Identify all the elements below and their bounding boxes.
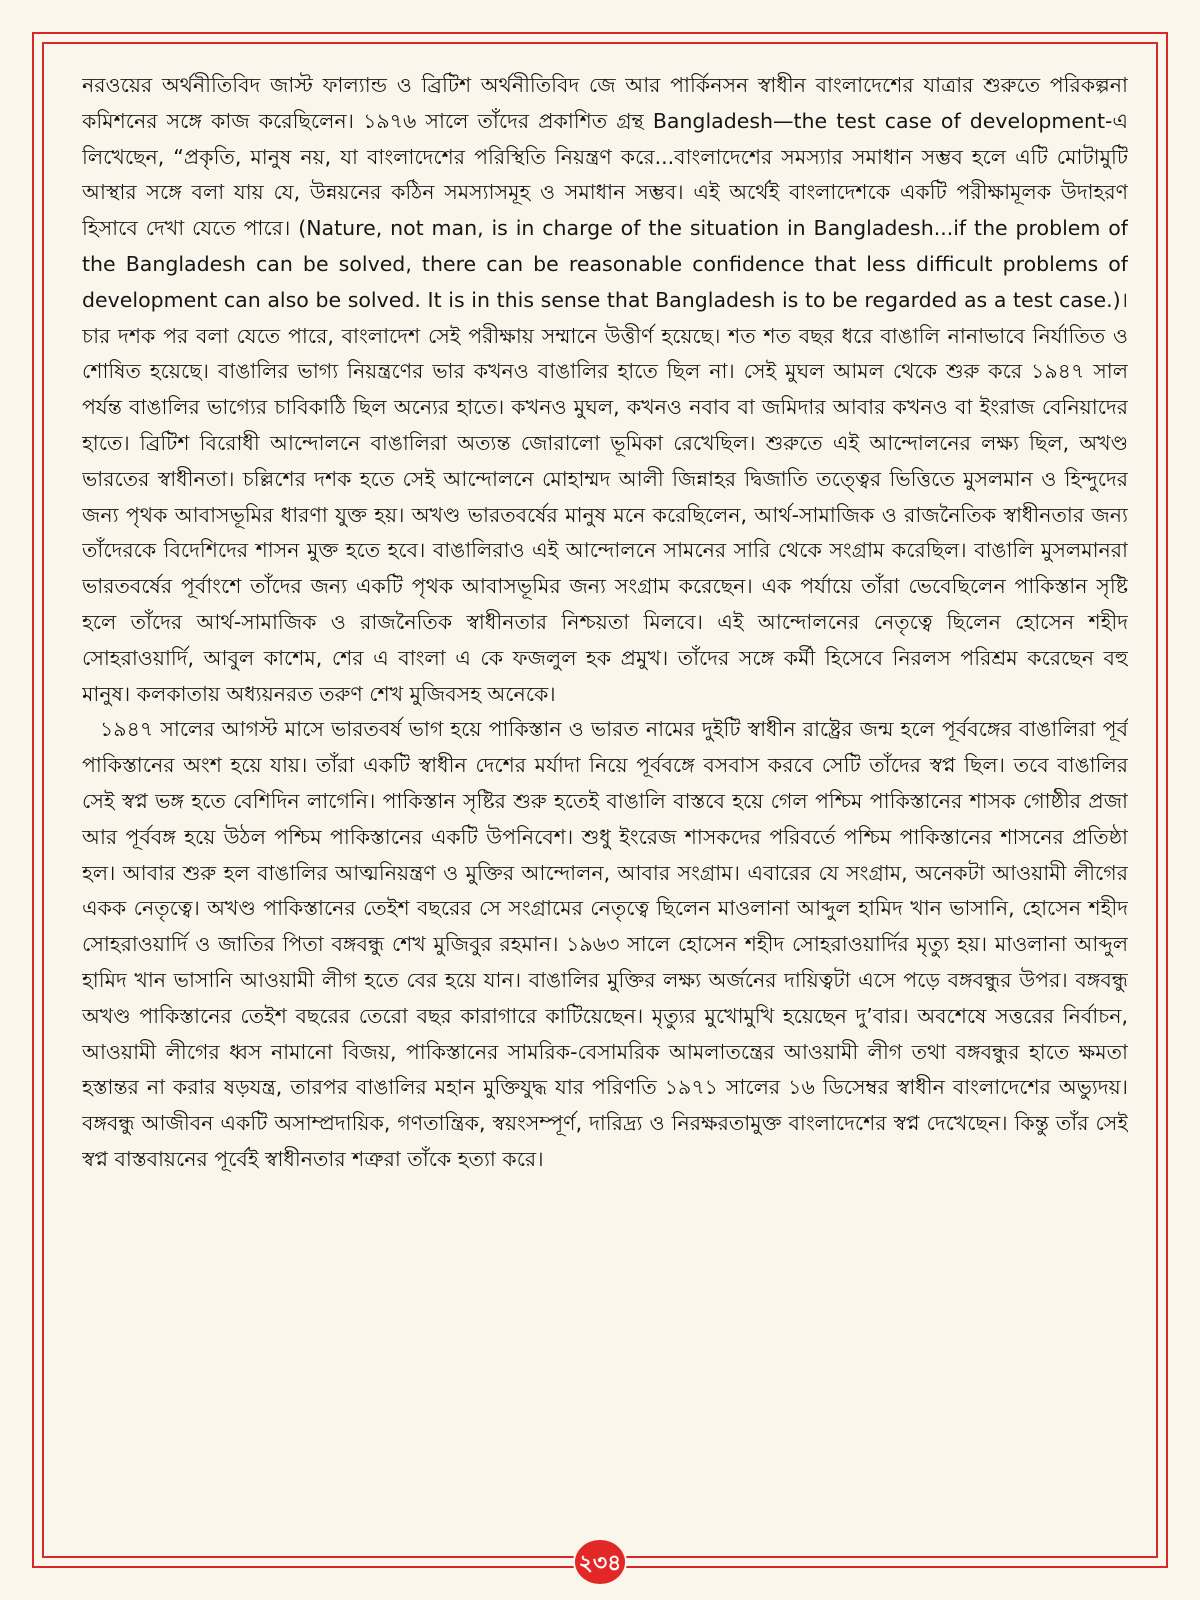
page-number: ২৩৪: [573, 1538, 627, 1586]
page-footer: [0, 1538, 1200, 1586]
body-paragraph-1: নরওয়ের অর্থনীতিবিদ জাস্ট ফাল্যান্ড ও ব্রিটিশ অর্থনীতিবিদ জে আর পার্কিনসন স্বাধীন বাংলাদেশের যাত্রার শুরুতে পরিকল্পনা কমিশনের সঙ্গে কাজ করেছিলেন। ১৯৭৬ সালে তাঁদের প্রকাশিত গ্রন্থ Bangladesh—the test case of development-এ লিখেছেন, “প্রকৃতি, মানুষ নয়, যা বাংলাদেশের পরিস্থিতি নিয়ন্ত্রণ করে...বাংলাদেশের সমস্যার সমাধান সম্ভব হলে এটি মোটামুটি আস্থার সঙ্গে বলা যায় যে, উন্নয়নের কঠিন সমস্যাসমূহ ও সমাধান সম্ভব। এই অর্থেই বাংলাদেশকে একটি পরীক্ষামূলক উদাহরণ হিসাবে দেখা যেতে পারে। (Nature, not man, is in charge of the situation in Bangladesh...if the problem of the Bangladesh can be solved, there can be reasonable confidence that less difficult problems of development can also be solved. It is in this sense that Bangladesh is to be regarded as a test case.)। চার দশক পর বলা যেতে পারে, বাংলাদেশ সেই পরীক্ষায় সম্মানে উত্তীর্ণ হয়েছে। শত শত বছর ধরে বাঙালি নানাভাবে নির্যাতিত ও শোষিত হয়েছে। বাঙালির ভাগ্য নিয়ন্ত্রণের ভার কখনও বাঙালির হাতে ছিল না। সেই মুঘল আমল থেকে শুরু করে ১৯৪৭ সাল পর্যন্ত বাঙালির ভাগ্যের চাবিকাঠি ছিল অন্যের হাতে। কখনও মুঘল, কখনও নবাব বা জমিদার আবার কখনও বা ইংরাজ বেনিয়াদের হাতে। ব্রিটিশ বিরোধী আন্দোলনে বাঙালিরা অত্যন্ত জোরালো ভূমিকা রেখেছিল। শুরুতে এই আন্দোলনের লক্ষ্য ছিল, অখণ্ড ভারতের স্বাধীনতা। চল্লিশের দশক হতে সেই আন্দোলনে মোহাম্মদ আলী জিন্নাহর দ্বিজাতি তত্ত্বের ভিত্তিতে মুসলমান ও হিন্দুদের জন্য পৃথক আবাসভূমির ধারণা যুক্ত হয়। অখণ্ড ভারতবর্ষের মানুষ মনে করেছিলেন, আর্থ-সামাজিক ও রাজনৈতিক স্বাধীনতার জন্য তাঁদেরকে বিদেশিদের শাসন মুক্ত হতে হবে। বাঙালিরাও এই আন্দোলনে সামনের সারি থেকে সংগ্রাম করেছিল। বাঙালি মুসলমানরা ভারতবর্ষের পূর্বাংশে তাঁদের জন্য একটি পৃথক আবাসভূমির জন্য সংগ্রাম করেছেন। এক পর্যায়ে তাঁরা ভেবেছিলেন পাকিস্তান সৃষ্টি হলে তাঁদের আর্থ-সামাজিক ও রাজনৈতিক স্বাধীনতার নিশ্চয়তা মিলবে। এই আন্দোলনের নেতৃত্বে ছিলেন হোসেন শহীদ সোহরাওয়ার্দি, আবুল কাশেম, শের এ বাংলা এ কে ফজলুল হক প্রমুখ। তাঁদের সঙ্গে কর্মী হিসেবে নিরলস পরিশ্রম করেছেন বহু মানুষ। কলকাতায় অধ্যয়নরত তরুণ শেখ মুজিবসহ অনেকে।: [82, 73, 1128, 706]
body-paragraph-2: ১৯৪৭ সালের আগস্ট মাসে ভারতবর্ষ ভাগ হয়ে পাকিস্তান ও ভারত নামের দুইটি স্বাধীন রাষ্ট্রের জন্ম হলে পূর্ববঙ্গের বাঙালিরা পূর্ব পাকিস্তানের অংশ হয়ে যায়। তাঁরা একটি স্বাধীন দেশের মর্যাদা নিয়ে পূর্ববঙ্গে বসবাস করবে সেটি তাঁদের স্বপ্ন ছিল। তবে বাঙালির সেই স্বপ্ন ভঙ্গ হতে বেশিদিন লাগেনি। পাকিস্তান সৃষ্টির শুরু হতেই বাঙালি বাস্তবে হয়ে গেল পশ্চিম পাকিস্তানের শাসক গোষ্ঠীর প্রজা আর পূর্ববঙ্গ হয়ে উঠল পশ্চিম পাকিস্তানের একটি উপনিবেশ। শুধু ইংরেজ শাসকদের পরিবর্তে পশ্চিম পাকিস্তানের শাসনের প্রতিষ্ঠা হল। আবার শুরু হল বাঙালির আত্মনিয়ন্ত্রণ ও মুক্তির আন্দোলন, আবার সংগ্রাম। এবারের যে সংগ্রাম, অনেকটা আওয়ামী লীগের একক নেতৃত্বে। অখণ্ড পাকিস্তানের তেইশ বছরের সে সংগ্রামের নেতৃত্বে ছিলেন মাওলানা আব্দুল হামিদ খান ভাসানি, হোসেন শহীদ সোহরাওয়ার্দি ও জাতির পিতা বঙ্গবন্ধু শেখ মুজিবুর রহমান। ১৯৬৩ সালে হোসেন শহীদ সোহরাওয়ার্দির মৃত্যু হয়। মাওলানা আব্দুল হামিদ খান ভাসানি আওয়ামী লীগ হতে বের হয়ে যান। বাঙালির মুক্তির লক্ষ্য অর্জনের দায়িত্বটা এসে পড়ে বঙ্গবন্ধুর উপর। বঙ্গবন্ধু অখণ্ড পাকিস্তানের তেইশ বছরের তেরো বছর কারাগারে কাটিয়েছেন। মৃত্যুর মুখোমুখি হয়েছেন দু’বার। অবশেষে সত্তরের নির্বাচন, আওয়ামী লীগের ধ্বস নামানো বিজয়, পাকিস্তানের সামরিক-বেসামরিক আমলাতন্ত্রের আওয়ামী লীগ তথা বঙ্গবন্ধুর হাতে ক্ষমতা হস্তান্তর না করার ষড়যন্ত্র, তারপর বাঙালির মহান মুক্তিযুদ্ধ যার পরিণতি ১৯৭১ সালের ১৬ ডিসেম্বর স্বাধীন বাংলাদেশের অভ্যুদয়। বঙ্গবন্ধু আজীবন একটি অসাম্প্রদায়িক, গণতান্ত্রিক, স্বয়ংসম্পূর্ণ, দারিদ্র্য ও নিরক্ষরতামুক্ত বাংলাদেশের স্বপ্ন দেখেছেন। কিন্তু তাঁর সেই স্বপ্ন বাস্তবায়নের পূর্বেই স্বাধীনতার শত্রুরা তাঁকে হত্যা করে।: [82, 717, 1128, 1171]
page-body: [82, 68, 1128, 1524]
